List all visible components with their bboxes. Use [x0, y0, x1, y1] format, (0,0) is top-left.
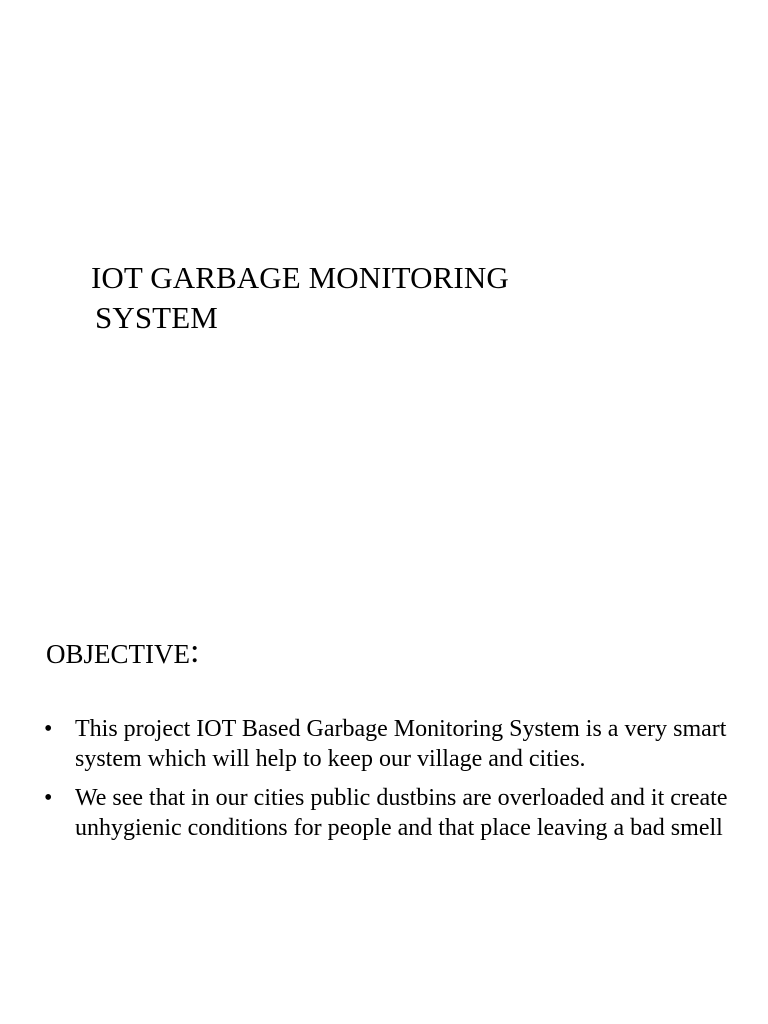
page-title	[91, 258, 509, 338]
list-item	[44, 783, 734, 843]
objective-list	[44, 714, 734, 852]
bullet-icon: •	[44, 785, 53, 811]
objective-heading-text: OBJECTIVE	[46, 639, 190, 669]
page-title-line-2: SYSTEM	[95, 300, 218, 335]
list-item-text: This project IOT Based Garbage Monitoring System is a very smart system which will help to keep our village and cities.	[75, 716, 727, 772]
page-title-line-1: IOT GARBAGE MONITORING	[91, 260, 509, 295]
objective-heading-colon: :	[190, 633, 200, 670]
list-item-text: We see that in our cities public dustbins are overloaded and it create unhygienic conditions for people and that place leaving a bad smell	[75, 785, 728, 841]
objective-heading	[46, 634, 199, 672]
bullet-icon: •	[44, 716, 53, 742]
list-item	[44, 714, 734, 774]
